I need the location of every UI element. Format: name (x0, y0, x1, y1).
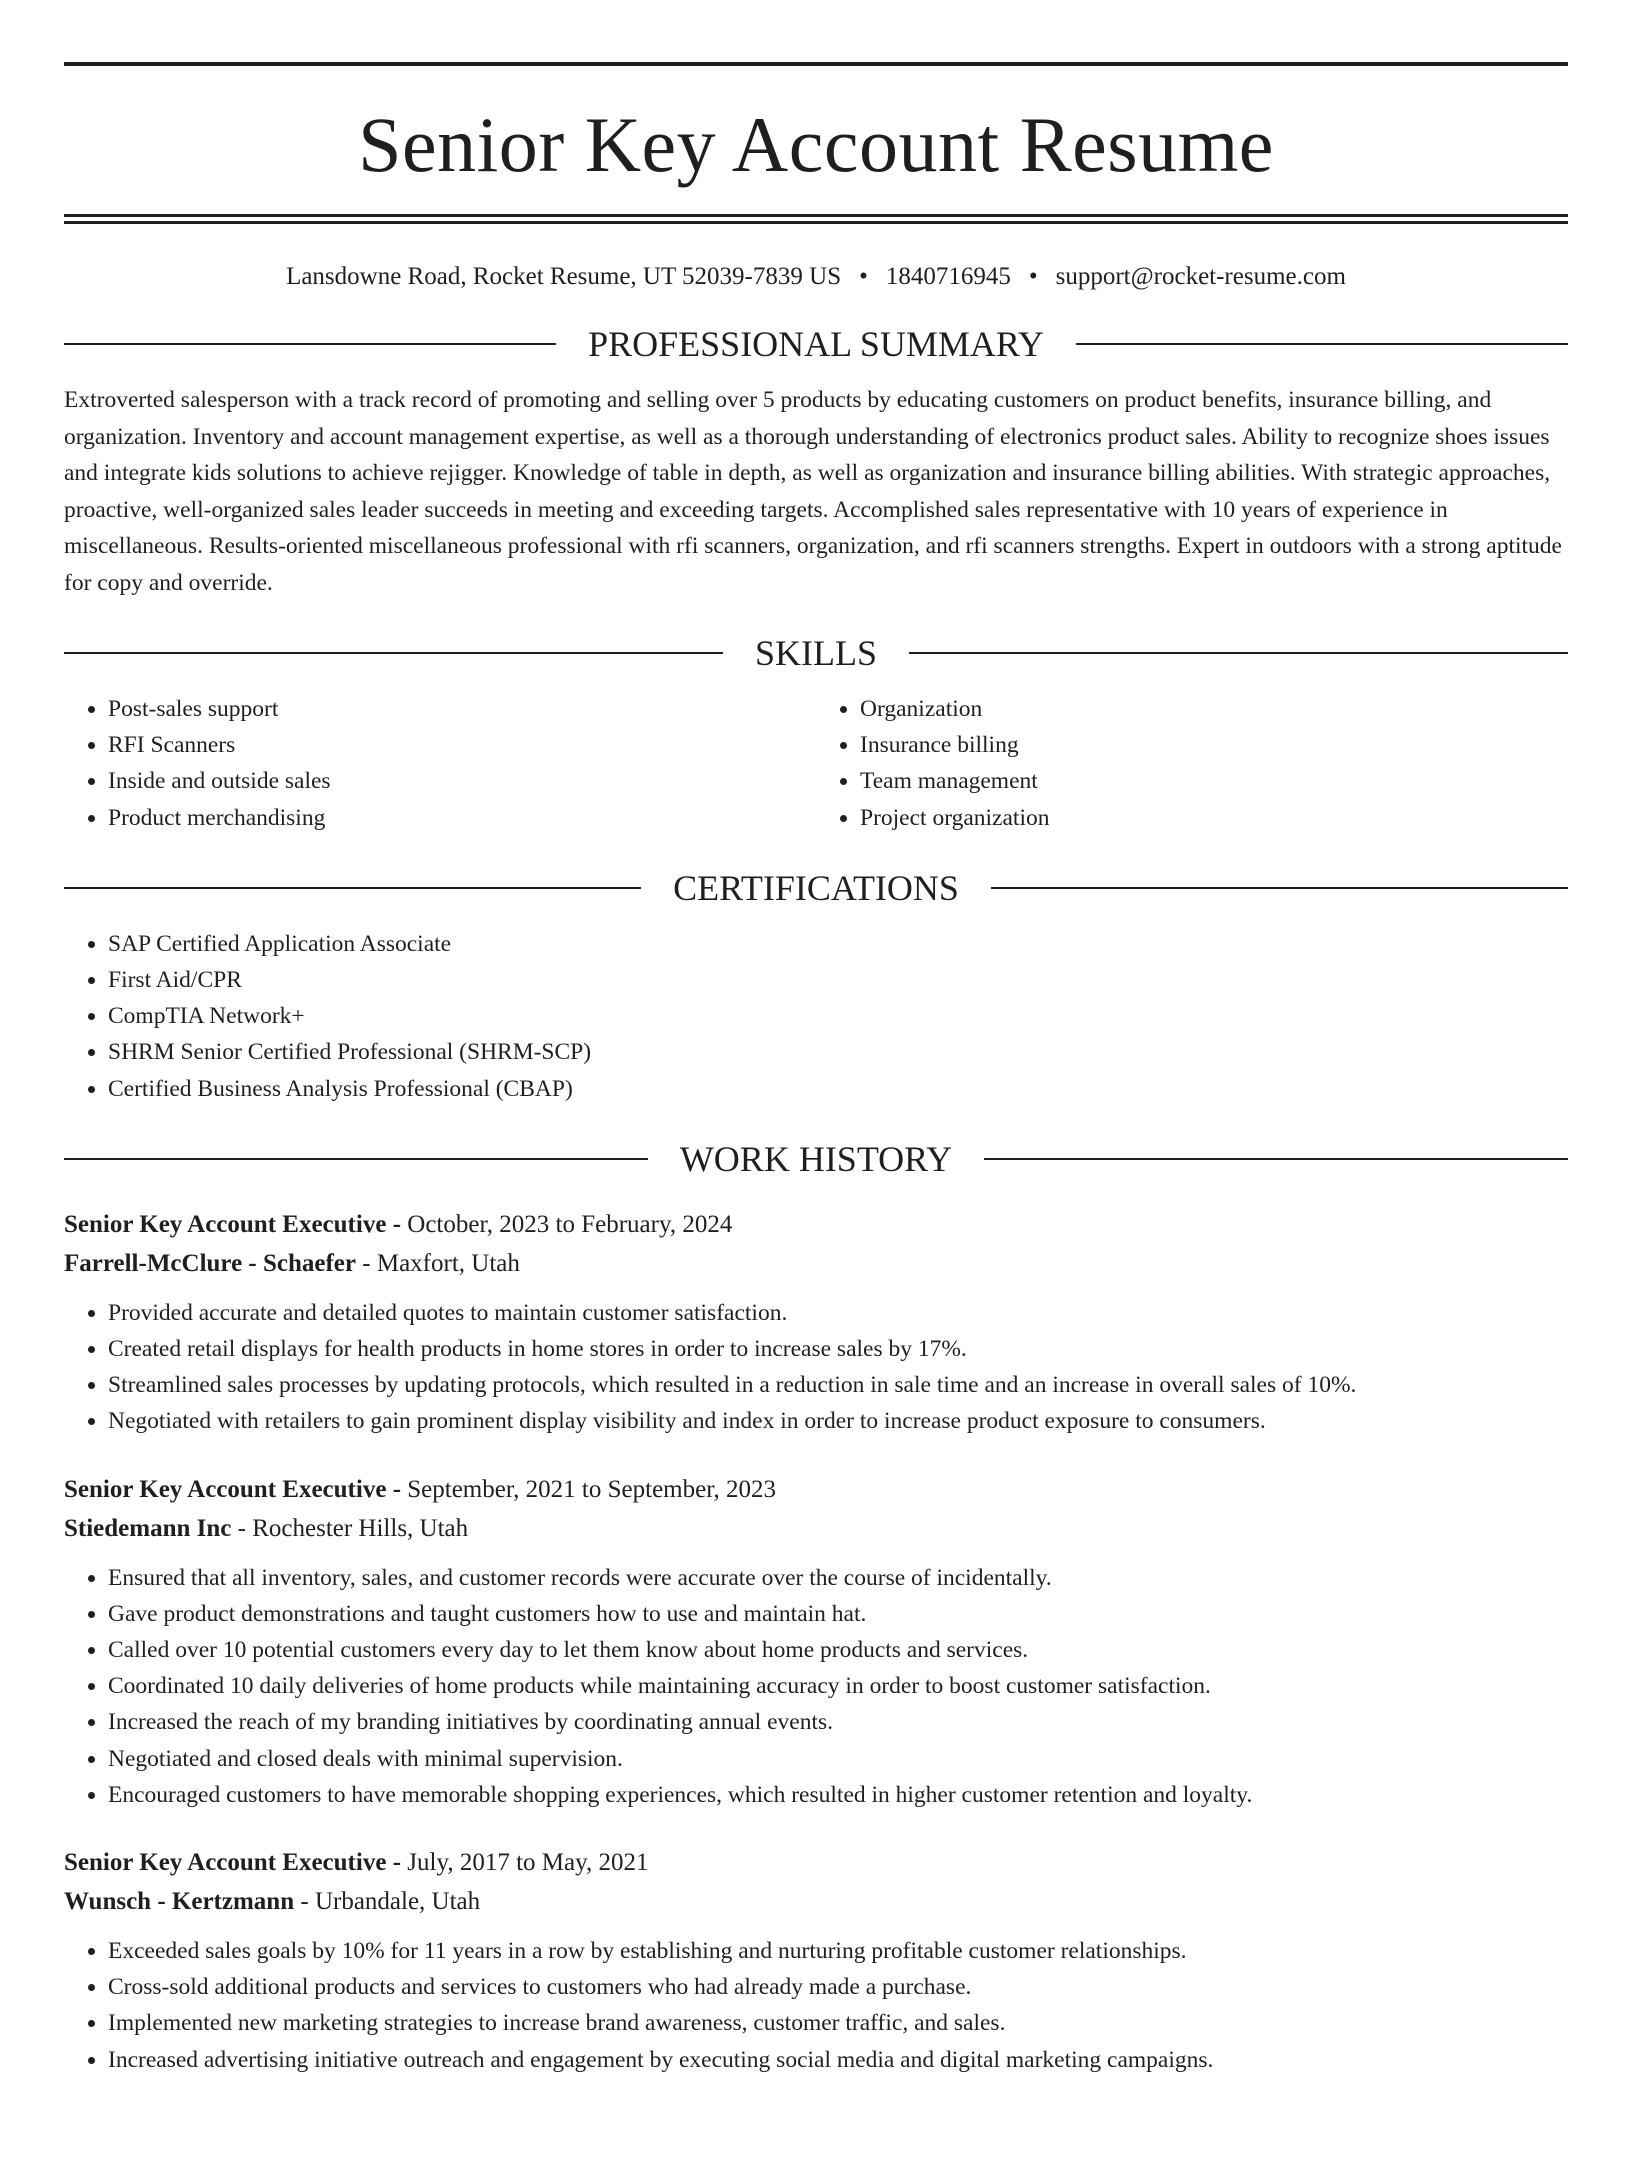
certifications-list (64, 926, 1568, 1107)
skills-heading: SKILLS (755, 633, 878, 673)
job-dates: October, 2023 to February, 2024 (407, 1210, 733, 1238)
job-entry (64, 1470, 1568, 1813)
certification-item: • Certified Business Analysis Professional (CBAP) (108, 1071, 1568, 1107)
heading-rule-left (64, 652, 723, 654)
heading-rule-left (64, 887, 641, 889)
skills-column-right (816, 691, 1568, 836)
job-bullet: • Ensured that all inventory, sales, and customer records were accurate over the course of incidentally. (108, 1560, 1568, 1596)
job-company-line: Farrell-McClure - Schaefer - Maxfort, Utah (64, 1249, 520, 1277)
skills-list (64, 691, 1568, 836)
job-location: Rochester Hills, Utah (252, 1514, 469, 1542)
contact-separator: • (859, 263, 868, 290)
job-title: Senior Key Account Executive (64, 1849, 387, 1877)
job-location: Maxfort, Utah (376, 1249, 520, 1277)
contact-line (64, 262, 1568, 292)
job-company: Stiedemann Inc (64, 1514, 232, 1542)
heading-rule-right (909, 652, 1568, 654)
title-double-rule (64, 214, 1568, 224)
job-bullet: • Increased advertising initiative outreach and engagement by executing social media and digital marketing campaigns. (108, 2042, 1568, 2078)
job-title: Senior Key Account Executive (64, 1210, 387, 1238)
job-dates: July, 2017 to May, 2021 (407, 1849, 649, 1877)
job-title: Senior Key Account Executive (64, 1475, 387, 1503)
heading-rule-right (984, 1158, 1568, 1160)
job-bullet: • Streamlined sales processes by updating protocols, which resulted in a reduction in sale time and an increase in overall sales of 10%. (108, 1367, 1568, 1403)
resume-title: Senior Key Account Resume (358, 101, 1274, 188)
job-title-line: Senior Key Account Executive - September, 2021 to September, 2023 (64, 1475, 777, 1503)
job-company-line: Wunsch - Kertzmann - Urbandale, Utah (64, 1888, 481, 1916)
heading-rule-right (991, 887, 1568, 889)
job-company-line: Stiedemann Inc - Rochester Hills, Utah (64, 1514, 469, 1542)
skills-column-left (64, 691, 816, 836)
job-bullet: • Created retail displays for health products in home stores in order to increase sales by 17%. (108, 1331, 1568, 1367)
job-bullets (64, 1560, 1568, 1813)
contact-phone: 1840716945 (885, 263, 1011, 290)
skill-item: • Post-sales support (108, 691, 816, 727)
job-bullet: • Exceeded sales goals by 10% for 11 years in a row by establishing and nurturing profitable customer relationships. (108, 1933, 1568, 1969)
job-bullet: • Provided accurate and detailed quotes to maintain customer satisfaction. (108, 1295, 1568, 1331)
certifications-heading: CERTIFICATIONS (673, 867, 959, 908)
job-bullet: • Negotiated and closed deals with minimal supervision. (108, 1741, 1568, 1777)
skill-item: • Insurance billing (860, 727, 1568, 763)
job-bullets (64, 1295, 1568, 1440)
job-bullet: • Cross-sold additional products and services to customers who had already made a purchase. (108, 1969, 1568, 2005)
skill-item: • Team management (860, 763, 1568, 799)
job-bullet: • Encouraged customers to have memorable shopping experiences, which resulted in higher customer retention and loyalty. (108, 1777, 1568, 1813)
skills-section-heading (64, 635, 1568, 671)
contact-email[interactable]: support@rocket-resume.com (1055, 263, 1346, 290)
summary-text: Extroverted salesperson with a track record of promoting and selling over 5 products by educating customers on product benefits, insurance billing, and organization. Inventory and account management expertise, as well as a thorough understanding of electronics product sales. Ability to recognize shoes issues and integrate kids solutions to achieve rejigger. Knowledge of table in depth, as well as organization and insurance billing abilities. With strategic approaches, proactive, well-organized sales leader succeeds in meeting and exceeding targets. Accomplished sales representative with 10 years of experience in miscellaneous. Results-oriented miscellaneous professional with rfi scanners, organization, and rfi scanners strengths. Expert in outdoors with a strong aptitude for copy and override. (64, 387, 1562, 596)
job-bullet: • Increased the reach of my branding initiatives by coordinating annual events. (108, 1704, 1568, 1740)
resume-page (0, 62, 1632, 2174)
certifications-section-heading (64, 867, 1568, 908)
job-entry (64, 1843, 1568, 2078)
job-entry (64, 1205, 1568, 1440)
summary-heading: PROFESSIONAL SUMMARY (588, 324, 1044, 364)
skill-item: • Organization (860, 691, 1568, 727)
job-location: Urbandale, Utah (314, 1888, 481, 1916)
job-bullet: • Called over 10 potential customers every day to let them know about home products and services. (108, 1632, 1568, 1668)
job-title-line: Senior Key Account Executive - October, 2023 to February, 2024 (64, 1210, 733, 1238)
summary-section-heading (64, 326, 1568, 362)
work-history-heading: WORK HISTORY (679, 1138, 953, 1179)
job-company: Wunsch - Kertzmann (64, 1888, 295, 1916)
heading-rule-right (1076, 343, 1568, 345)
contact-address: Lansdowne Road, Rocket Resume, UT 52039-7839 US (286, 263, 842, 290)
certification-item: • SHRM Senior Certified Professional (SHRM-SCP) (108, 1034, 1568, 1070)
job-title-line: Senior Key Account Executive - July, 2017 to May, 2021 (64, 1849, 649, 1877)
job-bullet: • Implemented new marketing strategies to increase brand awareness, customer traffic, and sales. (108, 2005, 1568, 2041)
job-bullets (64, 1933, 1568, 2078)
heading-rule-left (64, 1158, 648, 1160)
job-bullet: • Negotiated with retailers to gain prominent display visibility and index in order to increase product exposure to consumers. (108, 1403, 1568, 1439)
skill-item: • Project organization (860, 800, 1568, 836)
certification-item: • SAP Certified Application Associate (108, 926, 1568, 962)
contact-separator: • (1028, 263, 1038, 290)
skill-item: • Inside and outside sales (108, 763, 816, 799)
certification-item: • CompTIA Network+ (108, 998, 1568, 1034)
top-rule (64, 62, 1568, 66)
heading-rule-left (64, 343, 556, 345)
job-company: Farrell-McClure - Schaefer (64, 1249, 357, 1277)
certification-item: • First Aid/CPR (108, 962, 1568, 998)
job-bullet: • Coordinated 10 daily deliveries of home products while maintaining accuracy in order to boost customer satisfaction. (108, 1668, 1568, 1704)
job-bullet: • Gave product demonstrations and taught customers how to use and maintain hat. (108, 1596, 1568, 1632)
job-dates: September, 2021 to September, 2023 (407, 1475, 777, 1503)
work-history-section-heading (64, 1138, 1568, 1179)
skill-item: • RFI Scanners (108, 727, 816, 763)
skill-item: • Product merchandising (108, 800, 816, 836)
